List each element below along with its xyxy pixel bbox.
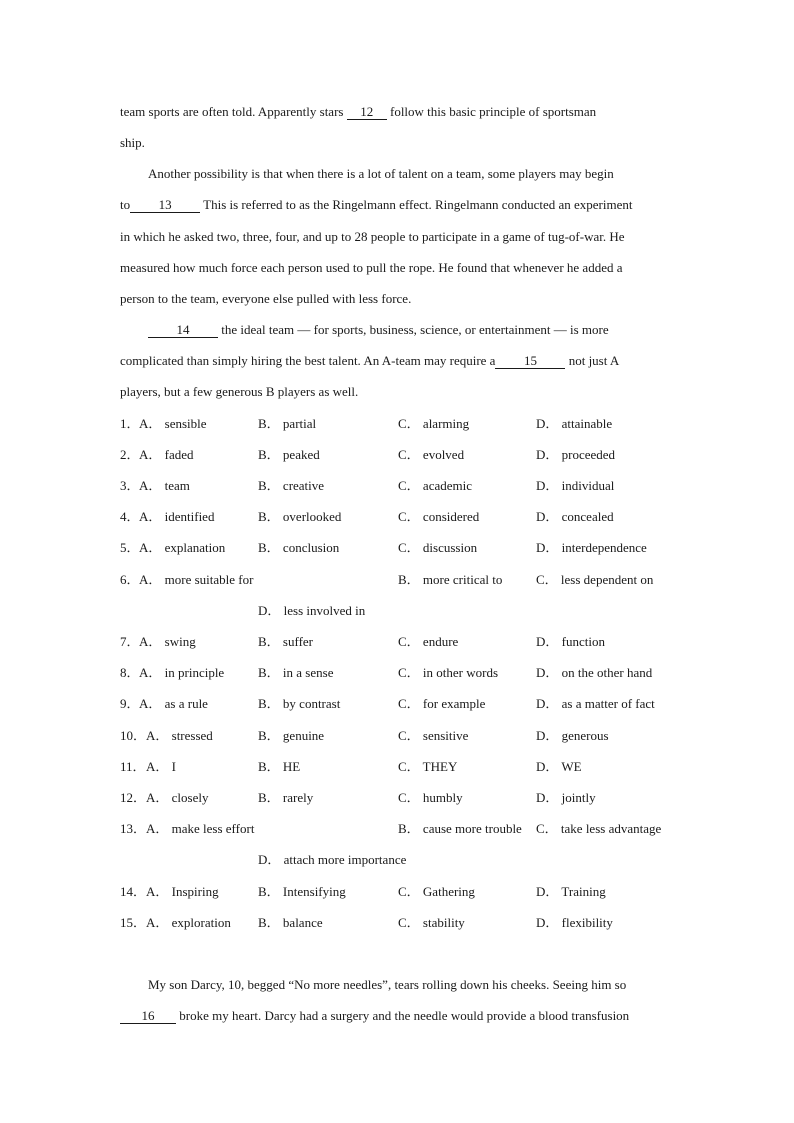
passage-line: My son Darcy, 10, begged “No more needles”, tears rolling down his cheeks. Seeing him so	[148, 977, 627, 992]
question-number: 10．	[120, 728, 147, 743]
option-c: C． stability	[398, 915, 465, 930]
option-b: B． conclusion	[258, 540, 340, 555]
question-number: 14．	[120, 884, 147, 899]
option-c: C． Gathering	[398, 884, 475, 899]
option-c: C． take less advantage	[536, 821, 662, 836]
option-a: A． sensible	[139, 416, 207, 431]
option-d: D． less involved in	[258, 603, 366, 618]
option-c: C． evolved	[398, 447, 465, 462]
option-c: C． less dependent on	[536, 572, 654, 587]
option-a: A． stressed	[146, 728, 213, 743]
option-b: B． overlooked	[258, 509, 342, 524]
option-b: B． creative	[258, 478, 325, 493]
option-c: C． THEY	[398, 759, 458, 774]
question-number: 1．	[120, 416, 140, 431]
passage-line: Another possibility is that when there is a lot of talent on a team, some players may begin	[148, 166, 614, 181]
option-a: A． swing	[139, 634, 196, 649]
option-b: B． suffer	[258, 634, 314, 649]
option-c: C． for example	[398, 696, 486, 711]
passage-line: to 13 This is referred to as the Ringelmann effect. Ringelmann conducted an experiment	[120, 197, 633, 212]
option-c: C． in other words	[398, 665, 499, 680]
option-b: B． rarely	[258, 790, 314, 805]
option-d: D． function	[536, 634, 605, 649]
option-c: C． sensitive	[398, 728, 469, 743]
question-number: 9．	[120, 696, 140, 711]
option-b: B． balance	[258, 915, 323, 930]
option-b: B． HE	[258, 759, 301, 774]
option-d: D． on the other hand	[536, 665, 653, 680]
option-a: A． more suitable for	[139, 572, 254, 587]
question-number: 7．	[120, 634, 140, 649]
option-d: D． concealed	[536, 509, 614, 524]
passage-line: players, but a few generous B players as well.	[120, 384, 359, 399]
blank-12: 12	[347, 105, 387, 120]
option-c: C． considered	[398, 509, 480, 524]
option-b: B． in a sense	[258, 665, 334, 680]
question-number: 3．	[120, 478, 140, 493]
option-d: D． proceeded	[536, 447, 616, 462]
passage-line: ship.	[120, 135, 145, 150]
option-d: D． attach more importance	[258, 852, 407, 867]
option-a: A． in principle	[139, 665, 225, 680]
question-number: 4．	[120, 509, 140, 524]
option-b: B． more critical to	[398, 572, 503, 587]
option-c: C． humbly	[398, 790, 463, 805]
question-number: 13．	[120, 821, 147, 836]
option-d: D． interdependence	[536, 540, 647, 555]
passage-line: measured how much force each person used to pull the rope. He found that whenever he added a	[120, 260, 623, 275]
question-number: 6．	[120, 572, 140, 587]
passage-line: 14 the ideal team — for sports, business, science, or entertainment — is more	[148, 322, 609, 338]
option-c: C． academic	[398, 478, 472, 493]
question-number: 15．	[120, 915, 147, 930]
option-a: A． faded	[139, 447, 194, 462]
option-b: B． partial	[258, 416, 317, 431]
option-b: B． peaked	[258, 447, 320, 462]
option-a: A． I	[146, 759, 176, 774]
option-b: B． Intensifying	[258, 884, 346, 899]
option-d: D． generous	[536, 728, 609, 743]
option-a: A． as a rule	[139, 696, 208, 711]
option-a: A． explanation	[139, 540, 226, 555]
option-d: D． individual	[536, 478, 615, 493]
option-a: A． Inspiring	[146, 884, 219, 899]
question-number: 12．	[120, 790, 147, 805]
option-a: A． team	[139, 478, 190, 493]
question-number: 5．	[120, 540, 140, 555]
blank-15: 15	[495, 354, 565, 369]
passage-line: 16 broke my heart. Darcy had a surgery and the needle would provide a blood transfusion	[120, 1008, 629, 1024]
passage-line: person to the team, everyone else pulled with less force.	[120, 291, 412, 306]
option-b: B． genuine	[258, 728, 325, 743]
blank-13: 13	[130, 198, 200, 213]
option-c: C． alarming	[398, 416, 470, 431]
option-a: A． exploration	[146, 915, 231, 930]
option-c: C． discussion	[398, 540, 478, 555]
question-number: 11．	[120, 759, 146, 774]
option-a: A． closely	[146, 790, 209, 805]
option-b: B． cause more trouble	[398, 821, 522, 836]
passage-line: complicated than simply hiring the best talent. An A-team may require a 15 not just A	[120, 353, 620, 368]
question-number: 2．	[120, 447, 140, 462]
option-d: D． WE	[536, 759, 582, 774]
option-d: D． Training	[536, 884, 606, 899]
blank-14: 14	[148, 323, 218, 338]
blank-16: 16	[120, 1009, 176, 1024]
option-d: D． attainable	[536, 416, 613, 431]
option-a: A． make less effort	[146, 821, 255, 836]
question-number: 8．	[120, 665, 140, 680]
passage-line: team sports are often told. Apparently stars 12 follow this basic principle of sportsman	[120, 104, 597, 119]
option-d: D． jointly	[536, 790, 596, 805]
option-c: C． endure	[398, 634, 459, 649]
passage-line: in which he asked two, three, four, and up to 28 people to participate in a game of tug-of-war. He	[120, 229, 625, 244]
option-b: B． by contrast	[258, 696, 341, 711]
option-d: D． as a matter of fact	[536, 696, 655, 711]
option-a: A． identified	[139, 509, 215, 524]
option-d: D． flexibility	[536, 915, 613, 930]
